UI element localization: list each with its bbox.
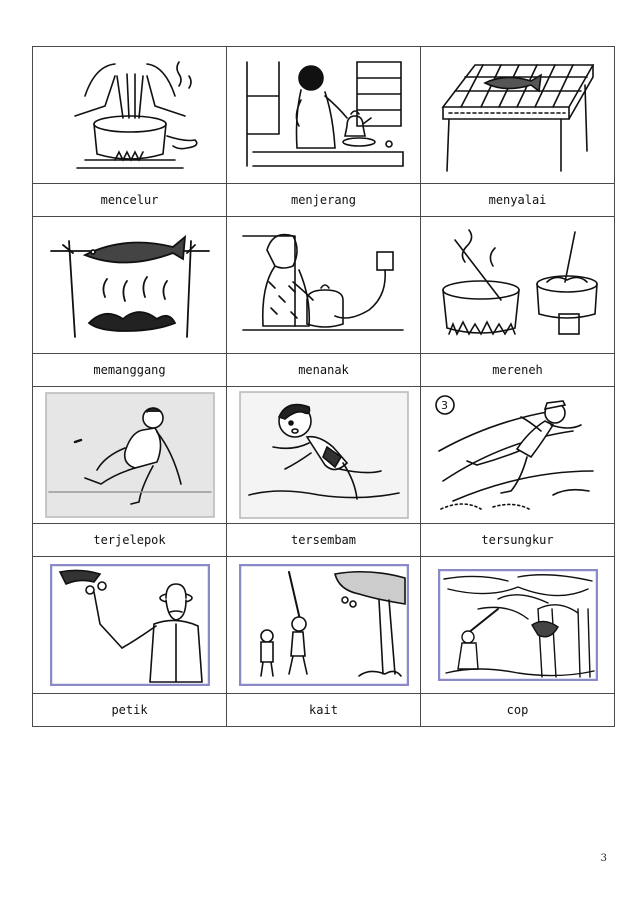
label-row bbox=[33, 694, 615, 727]
word-label: tersungkur bbox=[421, 524, 615, 557]
image-cell bbox=[33, 387, 227, 524]
image-cell bbox=[421, 557, 615, 694]
image-cell bbox=[227, 557, 421, 694]
image-row bbox=[33, 387, 615, 524]
man-fallen-sitting-icon bbox=[45, 392, 215, 518]
word-label: mencelur bbox=[33, 184, 227, 217]
boy-falling-forward-icon bbox=[239, 391, 409, 519]
vocabulary-table bbox=[32, 46, 615, 727]
woman-boiling-kettle-icon bbox=[239, 56, 409, 174]
man-tripping-forward-icon bbox=[433, 391, 603, 519]
label-row bbox=[33, 524, 615, 557]
label-row bbox=[33, 184, 615, 217]
word-label: tersembam bbox=[227, 524, 421, 557]
image-cell bbox=[227, 47, 421, 184]
word-label: kait bbox=[227, 694, 421, 727]
image-cell bbox=[421, 217, 615, 354]
pots-simmering-on-fire-icon bbox=[435, 226, 601, 344]
image-cell bbox=[227, 217, 421, 354]
image-row bbox=[33, 47, 615, 184]
word-label: menyalai bbox=[421, 184, 615, 217]
image-cell bbox=[33, 217, 227, 354]
image-row bbox=[33, 217, 615, 354]
hands-dipping-into-pot-icon bbox=[55, 56, 205, 174]
word-label: terjelepok bbox=[33, 524, 227, 557]
image-cell bbox=[421, 47, 615, 184]
image-cell bbox=[33, 557, 227, 694]
label-row bbox=[33, 354, 615, 387]
man-cutting-palm-fruit-icon bbox=[438, 569, 598, 681]
image-cell bbox=[227, 387, 421, 524]
boy-hooking-fruit-with-pole-icon bbox=[239, 564, 409, 686]
image-cell bbox=[421, 387, 615, 524]
word-label: memanggang bbox=[33, 354, 227, 387]
word-label: mereneh bbox=[421, 354, 615, 387]
woman-with-rice-cooker-icon bbox=[239, 226, 409, 344]
word-label: menjerang bbox=[227, 184, 421, 217]
word-label: petik bbox=[33, 694, 227, 727]
fish-on-grill-rack-icon bbox=[435, 55, 601, 175]
image-row bbox=[33, 557, 615, 694]
word-label: menanak bbox=[227, 354, 421, 387]
svg-text:3: 3 bbox=[440, 399, 448, 412]
image-cell bbox=[33, 47, 227, 184]
word-label: cop bbox=[421, 694, 615, 727]
fish-roasting-over-fire-icon bbox=[45, 227, 215, 343]
page-number: 3 bbox=[600, 853, 607, 864]
man-picking-fruit-icon bbox=[50, 564, 210, 686]
